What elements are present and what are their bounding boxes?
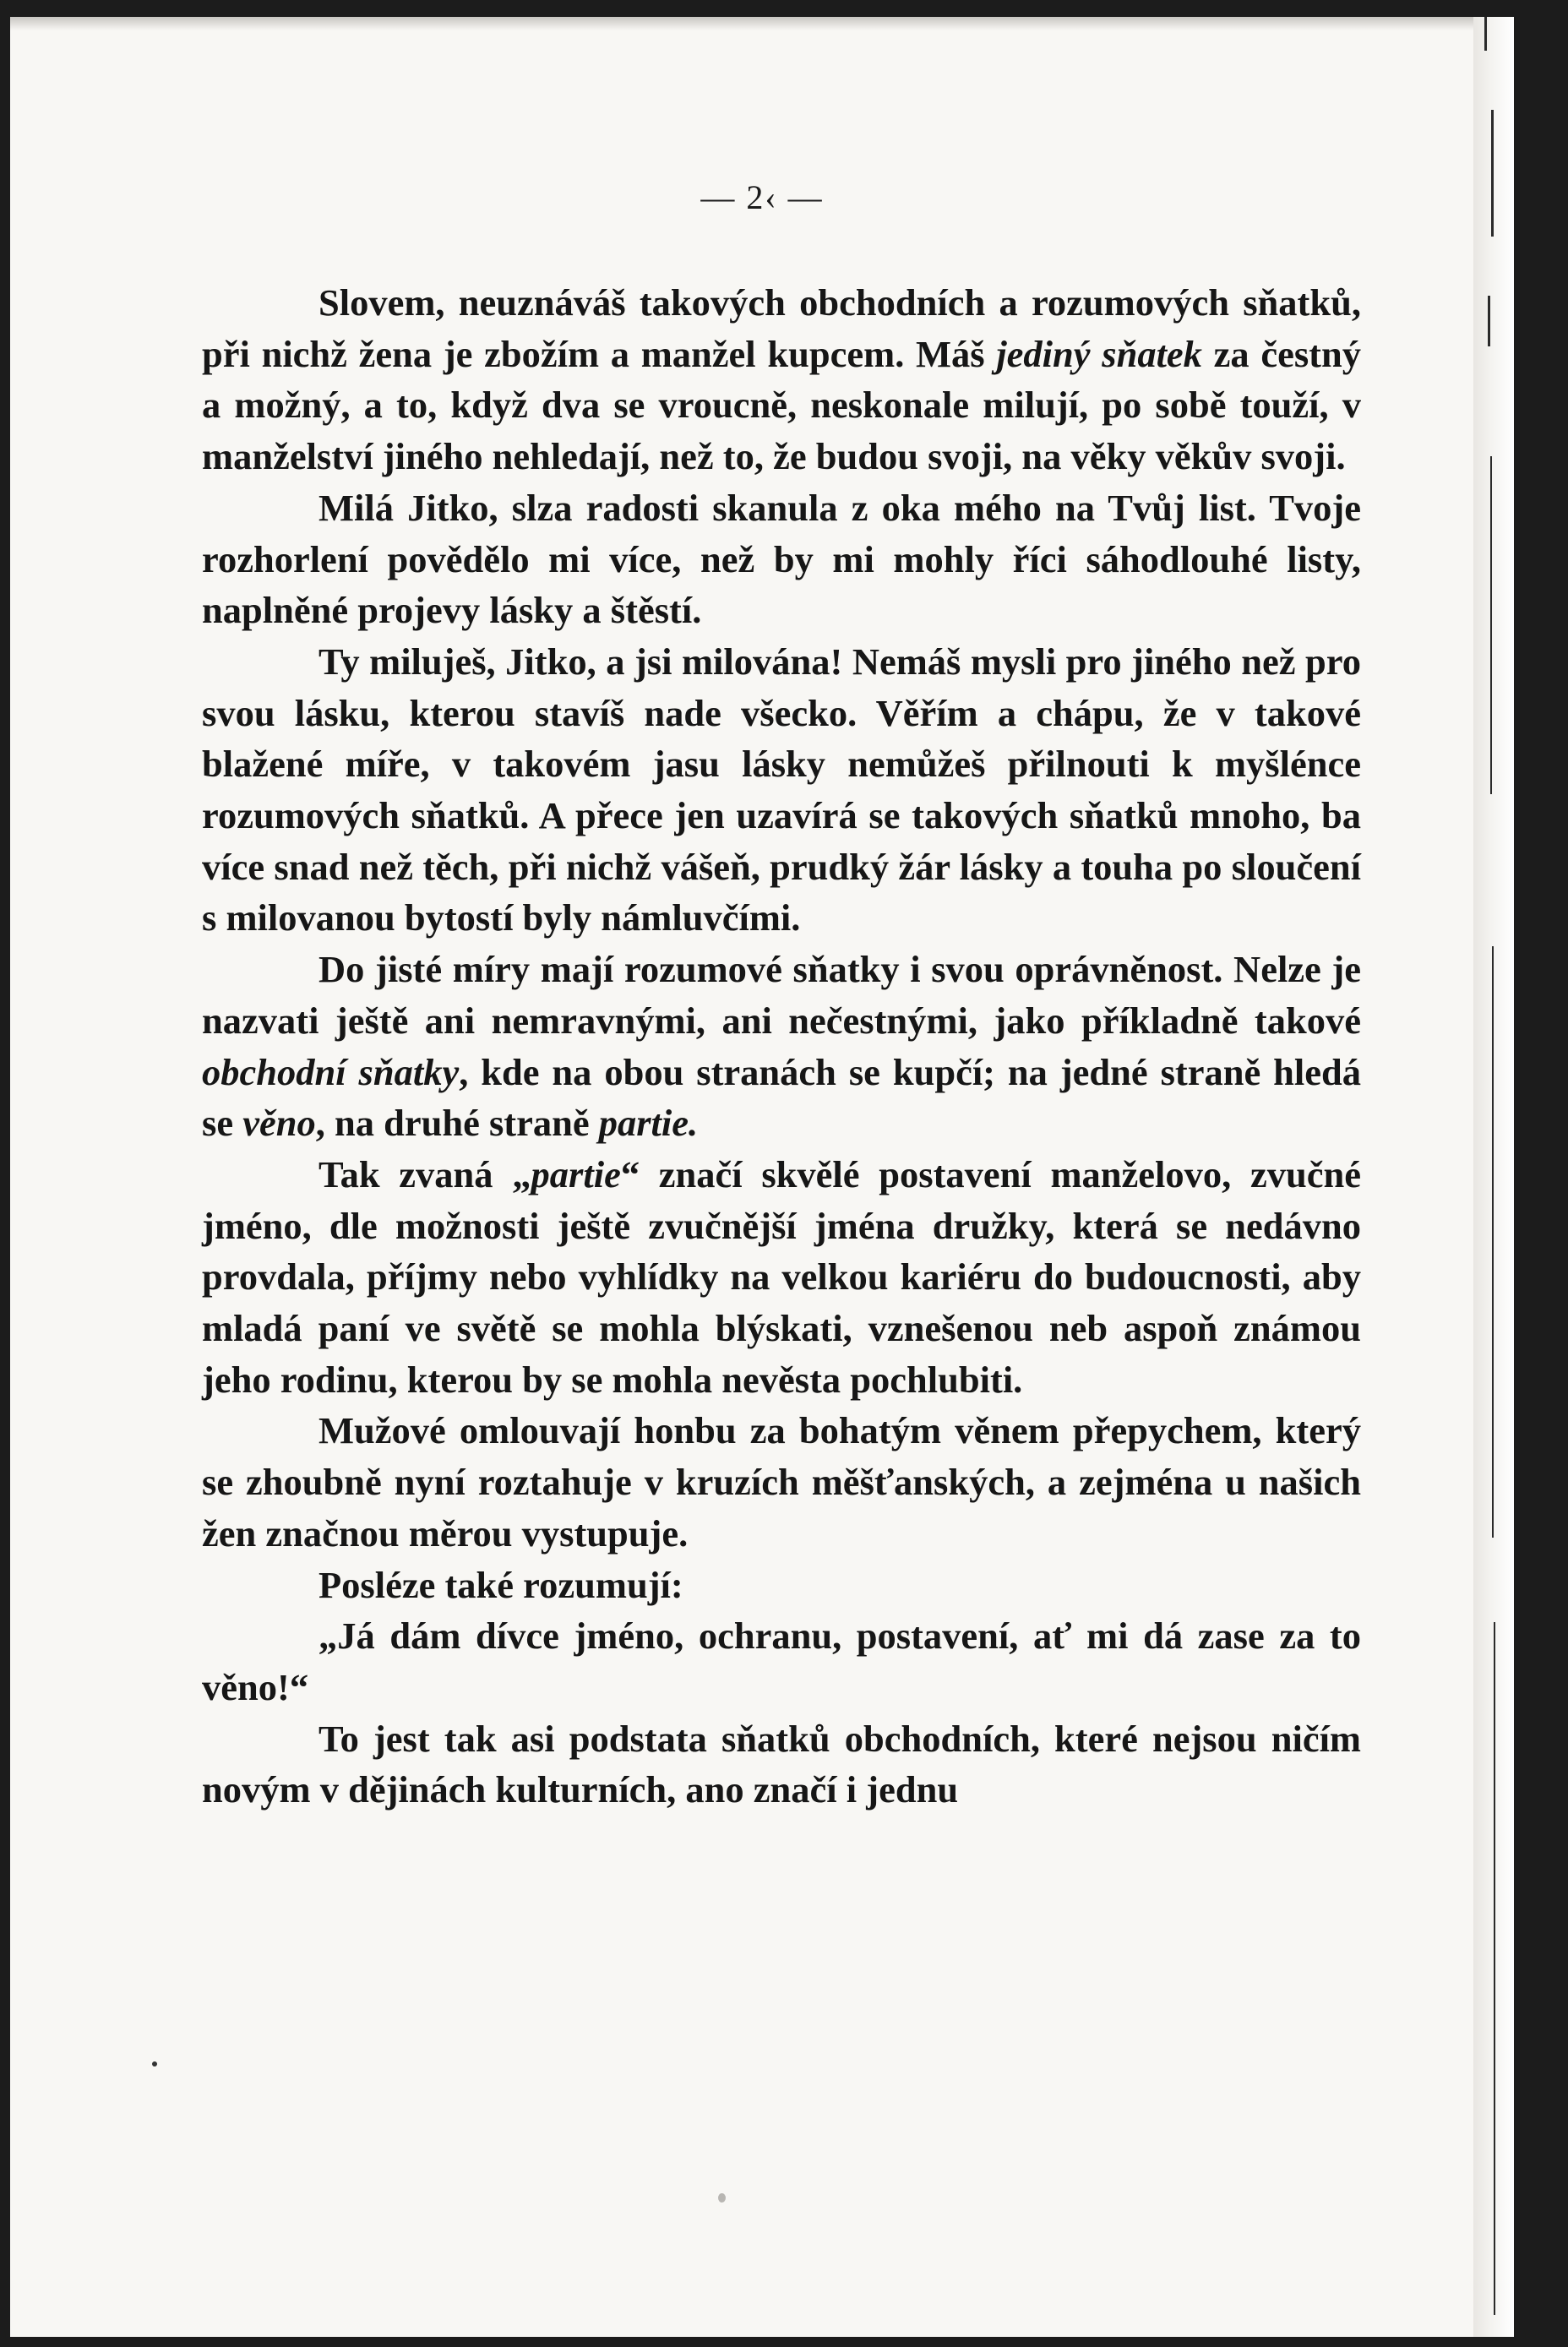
- paragraph: [202, 277, 1361, 482]
- book-page: [10, 17, 1514, 2337]
- text-run: , kde na obou stranách se kupčí; na jedné straně hledá se: [202, 1050, 1361, 1145]
- paper-speck: [718, 2193, 726, 2203]
- text-run: To jest tak asi podstata sňatků obchodních, které nejsou ničím novým v dějinách kulturních, ano značí i jednu: [202, 1717, 1361, 1811]
- paragraph: [202, 636, 1361, 944]
- text-run: Slovem, neuznáváš takových obchodních a rozumových sňatků, při nichž žena je zbožím a manžel kupcem. Máš: [202, 281, 1361, 375]
- text-run: Milá Jitko, slza radosti skanula z oka mého na Tvůj list. Tvoje rozhorlení povědělo mi více, než by mi mohly říci sáhodlouhé listy, naplněné projevy lásky a štěstí.: [202, 486, 1361, 632]
- margin-mark: [152, 2061, 157, 2067]
- text-run: Mužové omlouvají honbu za bohatým věnem přepychem, který se zhoubně nyní roztahuje v kruzích měšťanských, a zejména u našich žen značnou měrou vystupuje.: [202, 1409, 1361, 1555]
- text-run: Do jisté míry mají rozumové sňatky i svou oprávněnost. Nelze je nazvati ještě ani nemravnými, ani nečestnými, jako příkladně takové: [202, 948, 1361, 1042]
- text-run: “ značí skvělé postavení manželovo, zvučné jméno, dle možnosti ještě zvučnější jména družky, která se nedávno provdala, příjmy nebo vyhlídky na velkou kariéru do budoucnosti, aby mladá paní ve světě se mohla blýskati, vznešenou neb aspoň známou jeho rodinu, kterou by se mohla nevěsta pochlubiti.: [202, 1152, 1361, 1401]
- paragraph: [202, 1149, 1361, 1406]
- text-run: , na druhé straně: [315, 1102, 599, 1145]
- paragraph: [202, 944, 1361, 1149]
- text-run: za čestný a možný, a to, když dva se vroucně, neskonale milují, po sobě touží, v manželství jiného nehledají, než to, že budou svoji, na věky věkův svoji.: [202, 332, 1361, 478]
- page-number: — 2‹ —: [700, 178, 824, 216]
- paragraph: [202, 1405, 1361, 1559]
- edge-mark: [1488, 296, 1490, 346]
- body-text: [202, 277, 1361, 1816]
- italic-text: partie: [531, 1152, 621, 1195]
- italic-text: jediný sňatek: [996, 332, 1202, 375]
- italic-text: obchodní sňatky: [202, 1050, 460, 1093]
- edge-mark: [1491, 110, 1494, 237]
- edge-mark: [1484, 17, 1487, 51]
- text-run: Ty miluješ, Jitko, a jsi milována! Nemáš mysli pro jiného než pro svou lásku, kterou stavíš nade všecko. Věřím a chápu, že v takové blažené míře, v takovém jasu lásky nemůžeš přilnouti k myšlénce rozumových sňatků. A přece jen uzavírá se takových sňatků mnoho, ba více snad než těch, při nichž vášeň, prudký žár lásky a touha po sloučení s milovanou bytostí byly námluvčími.: [202, 640, 1361, 939]
- italic-text: partie.: [598, 1102, 699, 1145]
- italic-text: věno: [242, 1102, 316, 1145]
- edge-mark: [1490, 456, 1492, 794]
- page-top-shadow: [10, 17, 1514, 30]
- edge-mark: [1492, 946, 1494, 1538]
- text-run: Posléze také rozumují:: [318, 1563, 683, 1606]
- edge-mark: [1494, 1622, 1495, 2315]
- paragraph: [202, 1560, 1361, 1611]
- text-run: „Já dám dívce jméno, ochranu, postavení, ať mi dá zase za to věno!“: [202, 1615, 1361, 1708]
- paragraph: [202, 1713, 1361, 1816]
- paragraph: [202, 482, 1361, 636]
- text-run: Tak zvaná „: [318, 1152, 531, 1195]
- paragraph: [202, 1610, 1361, 1713]
